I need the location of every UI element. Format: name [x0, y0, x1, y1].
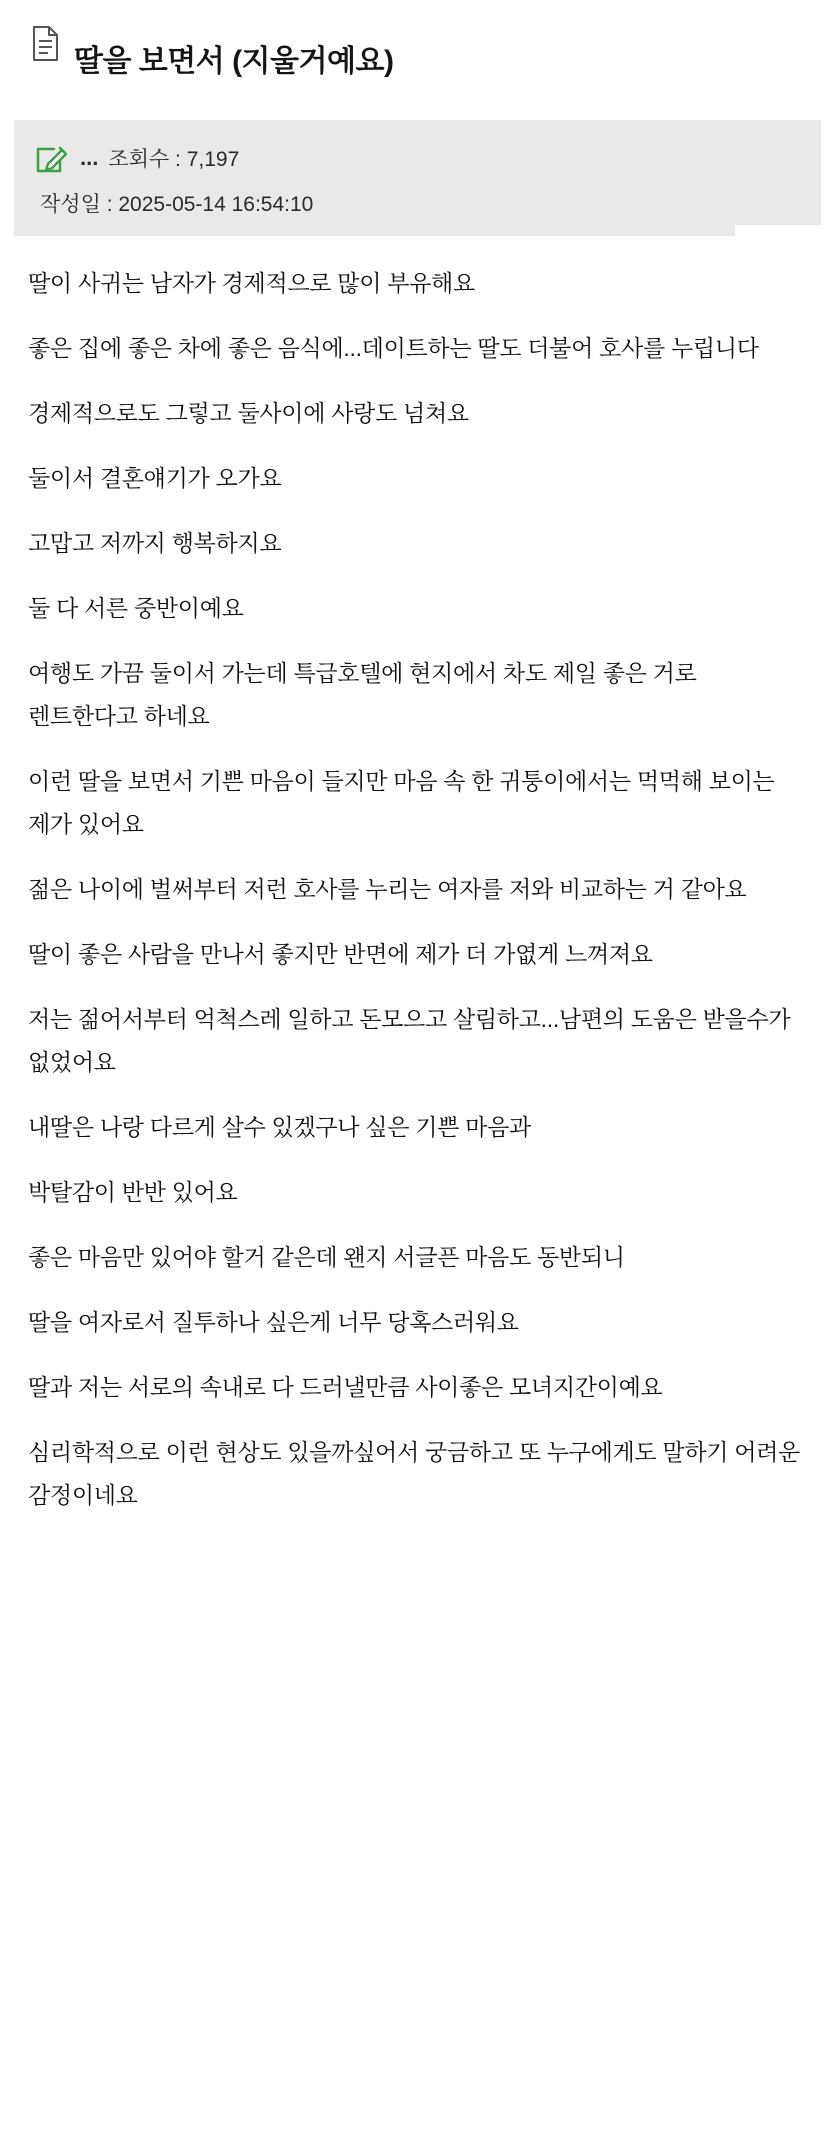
post-title-row	[0, 0, 835, 120]
post-date: 작성일 : 2025-05-14 16:54:10	[40, 193, 314, 217]
meta-corner-notch	[735, 225, 821, 237]
post-author: ...	[80, 145, 99, 171]
post-paragraph: 좋은 집에 좋은 차에 좋은 음식에...데이트하는 딸도 더불어 호사를 누립니다	[28, 335, 759, 362]
post-paragraph: 내딸은 나랑 다르게 살수 있겠구나 싶은 기쁜 마음과	[28, 1114, 531, 1141]
post-paragraph: 둘이서 결혼얘기가 오가요	[28, 465, 282, 492]
post-paragraph: 고맙고 저까지 행복하지요	[28, 530, 282, 557]
post-paragraph: 이런 딸을 보면서 기쁜 마음이 들지만 마음 속 한 귀퉁이에서는 먹먹해 보이는 제가 있어요	[28, 768, 775, 838]
page-title: 딸을 보면서 (지울거예요)	[74, 45, 394, 79]
post-paragraph: 여행도 가끔 둘이서 가는데 특급호텔에 현지에서 차도 제일 좋은 거로 렌트한다고 하네요	[28, 660, 697, 730]
post-meta-primary	[34, 136, 801, 180]
post-body	[0, 236, 835, 1557]
post-paragraph: 저는 젊어서부터 억척스레 일하고 돈모으고 살림하고...남편의 도움은 받을수가 없었어요	[28, 1006, 791, 1076]
post-paragraph: 딸과 저는 서로의 속내로 다 드러낼만큼 사이좋은 모녀지간이예요	[28, 1374, 663, 1401]
post-meta	[14, 120, 821, 236]
post-paragraph: 젊은 나이에 벌써부터 저런 호사를 누리는 여자를 저와 비교하는 거 같아요	[28, 876, 747, 903]
post-paragraph: 심리학적으로 이런 현상도 있을까싶어서 궁금하고 또 누구에게도 말하기 어려운 감정이네요	[28, 1439, 801, 1509]
post-paragraph: 둘 다 서른 중반이예요	[28, 595, 244, 622]
post-paragraph: 좋은 마음만 있어야 할거 같은데 왠지 서글픈 마음도 동반되니	[28, 1244, 625, 1271]
document-icon	[30, 26, 60, 62]
post-view-count: 조회수 : 7,197	[108, 148, 240, 172]
post-paragraph: 박탈감이 반반 있어요	[28, 1179, 238, 1206]
pen-write-icon	[34, 140, 70, 176]
post-paragraph: 딸이 좋은 사람을 만나서 좋지만 반면에 제가 더 가엾게 느껴져요	[28, 941, 653, 968]
post-paragraph: 딸이 사귀는 남자가 경제적으로 많이 부유해요	[28, 270, 475, 297]
post-paragraph: 딸을 여자로서 질투하나 싶은게 너무 당혹스러워요	[28, 1309, 519, 1336]
post-paragraph: 경제적으로도 그렇고 둘사이에 사랑도 넘쳐요	[28, 400, 469, 427]
